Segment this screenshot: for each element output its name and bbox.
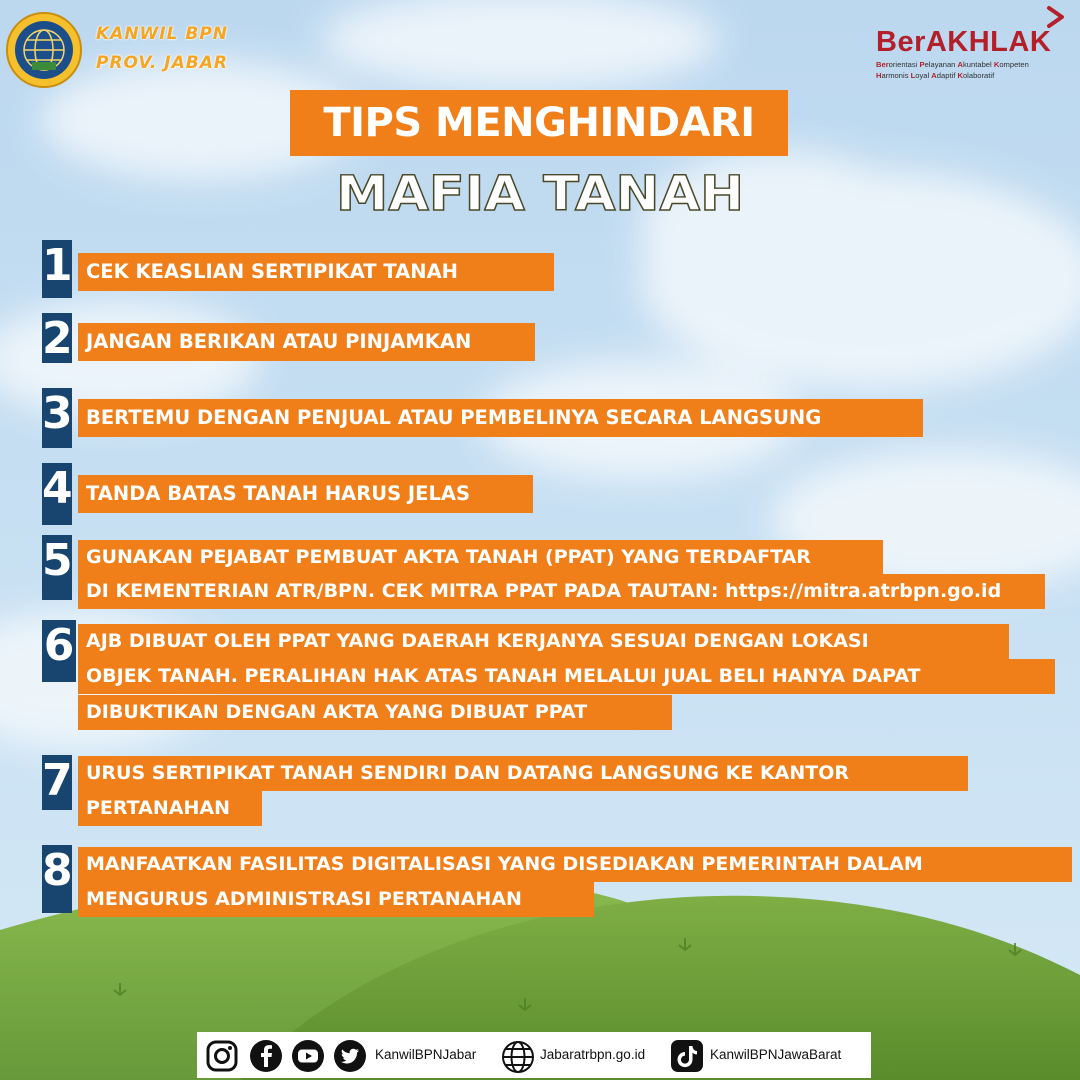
chevron-right-icon xyxy=(1044,6,1068,32)
tip-text-line: CEK KEASLIAN SERTIPIKAT TANAH xyxy=(78,253,554,291)
globe-icon[interactable] xyxy=(500,1039,536,1075)
tip-number: 2 xyxy=(42,313,73,364)
subtitle xyxy=(330,162,750,220)
facebook-icon[interactable] xyxy=(249,1039,283,1073)
tip-number: 4 xyxy=(42,463,72,525)
tip-text-line: MANFAATKAN FASILITAS DIGITALISASI YANG DISEDIAKAN PEMERINTAH DALAM xyxy=(78,847,1072,882)
tip-number: 5 xyxy=(42,535,72,600)
brand-tagline-line2: Harmonis Loyal Adaptif Kolaboratif xyxy=(876,71,995,80)
title-banner xyxy=(290,90,788,156)
berakhlak-logo: BerAKHLAK xyxy=(876,26,1052,58)
tiktok-handle[interactable]: KanwilBPNJawaBarat xyxy=(710,1047,842,1062)
office-name-line1: KANWIL BPN xyxy=(96,24,229,44)
youtube-icon[interactable] xyxy=(291,1039,325,1073)
tip-text-line: DI KEMENTERIAN ATR/BPN. CEK MITRA PPAT PADA TAUTAN: https://mitra.atrbpn.go.id xyxy=(78,574,1045,609)
tiktok-icon[interactable] xyxy=(670,1039,704,1073)
tip-text-line: PERTANAHAN xyxy=(78,791,262,826)
subtitle-text: MAFIA TANAH xyxy=(336,166,744,220)
bpn-emblem-icon xyxy=(4,10,84,90)
tip-text-line: DIBUKTIKAN DENGAN AKTA YANG DIBUAT PPAT xyxy=(78,695,672,730)
website-link[interactable]: Jabaratrbpn.go.id xyxy=(540,1047,646,1062)
tip-text-line: JANGAN BERIKAN ATAU PINJAMKAN xyxy=(78,323,535,361)
twitter-icon[interactable] xyxy=(333,1039,367,1073)
tip-text-line: AJB DIBUAT OLEH PPAT YANG DAERAH KERJANYA SESUAI DENGAN LOKASI xyxy=(78,624,1009,659)
tip-text-line: BERTEMU DENGAN PENJUAL ATAU PEMBELINYA SECARA LANGSUNG xyxy=(78,399,923,437)
office-name-line2: PROV. JABAR xyxy=(96,53,228,73)
page-title: TIPS MENGHINDARI xyxy=(323,100,755,146)
tip-text-line: TANDA BATAS TANAH HARUS JELAS xyxy=(78,475,533,513)
tip-number: 8 xyxy=(42,845,72,913)
tip-text-line: URUS SERTIPIKAT TANAH SENDIRI DAN DATANG LANGSUNG KE KANTOR xyxy=(78,756,968,791)
brand-tagline-line1: Berorientasi Pelayanan Akuntabel Kompeten xyxy=(876,60,1029,69)
instagram-icon[interactable] xyxy=(205,1039,239,1073)
tip-number: 6 xyxy=(42,620,76,682)
tip-number: 3 xyxy=(42,388,72,448)
tip-number: 1 xyxy=(42,240,72,298)
social-handle[interactable]: KanwilBPNJabar xyxy=(375,1047,477,1062)
tip-text-line: MENGURUS ADMINISTRASI PERTANAHAN xyxy=(78,882,594,917)
tip-number: 7 xyxy=(42,755,72,810)
tip-text-line: GUNAKAN PEJABAT PEMBUAT AKTA TANAH (PPAT) YANG TERDAFTAR xyxy=(78,540,883,575)
tip-text-line: OBJEK TANAH. PERALIHAN HAK ATAS TANAH MELALUI JUAL BELI HANYA DAPAT xyxy=(78,659,1055,694)
